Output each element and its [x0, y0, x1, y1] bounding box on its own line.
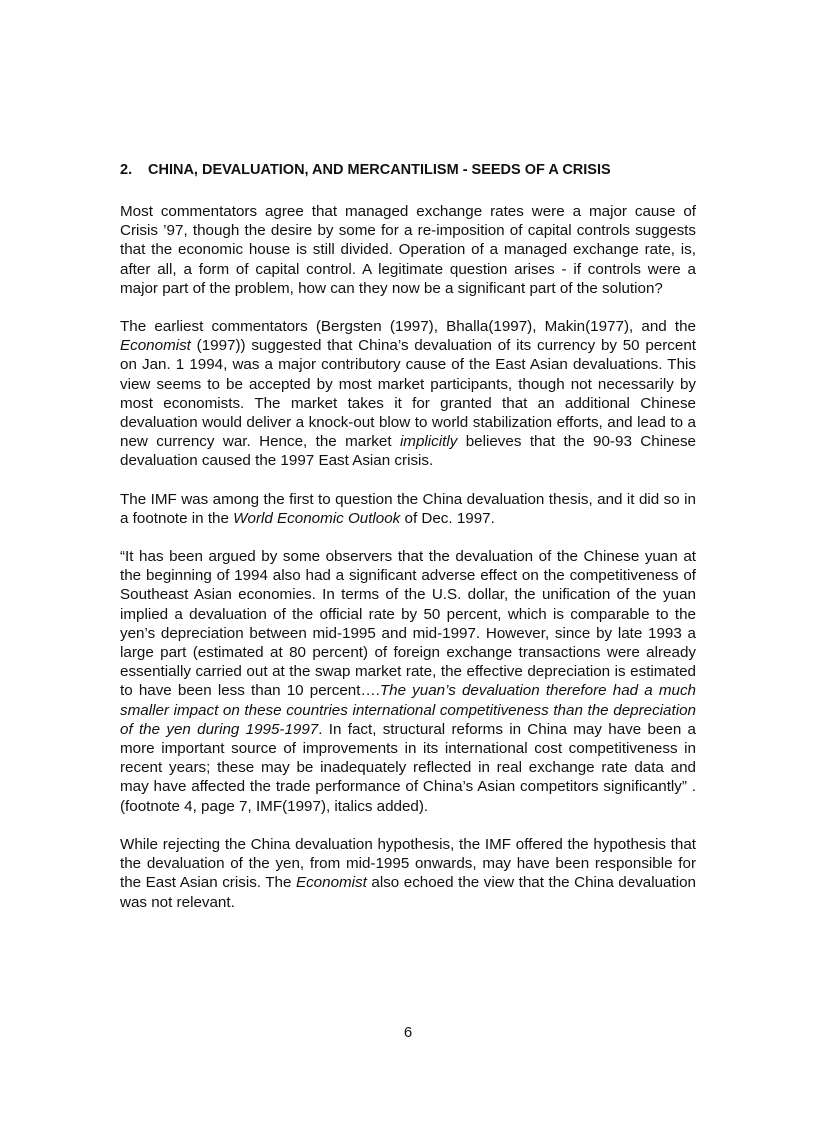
paragraph-text: . In fact, structural reforms in China may have been a more important source of improvements in its international cost competitiveness in recent years; these may be inadequately reflected in real exchange rate data and may have affected the trade performance of China’s Asian competitors significantly” . (footnote 4, page 7, IMF(1997), italics added). — [120, 720, 696, 815]
italic-text: World Economic Outlook — [233, 509, 401, 527]
paragraph-text: (1997)) suggested that China’s devaluation of its currency by 50 percent on Jan. 1 1994, was a major contributory cause of the East Asian devaluations. This view seems to be accepted by most market participants, though not necessarily by most economists. The market takes it for granted that an additional Chinese devaluation would deliver a knock-out blow to world stabilization efforts, and lead to a new currency war. Hence, the market — [120, 337, 696, 451]
paragraph-4-quotation — [120, 547, 696, 816]
paragraph-text: The earliest commentators (Bergsten (1997), Bhalla(1997), Makin(1977), and the — [120, 318, 696, 336]
italic-text: Economist — [295, 874, 367, 892]
paragraph-2 — [120, 317, 696, 471]
paragraph-text: “It has been argued by some observers that the devaluation of the Chinese yuan at the beginning of 1994 also had a significant adverse effect on the competitiveness of Southeast Asian economies. In terms of the U.S. dollar, the unification of the yuan implied a devaluation of the official rate by 50 percent, which is comparable to the yen’s depreciation between mid-1995 and mid-1997. However, since by late 1993 a large part (estimated at 80 percent) of foreign exchange transactions were already essentially carried out at the swap market rate, the effective depreciation is estimated to have been less than 10 percent…. — [120, 548, 696, 700]
paragraph-text: also echoed the view that the China devaluation was not relevant. — [120, 874, 696, 911]
paragraph-3 — [120, 490, 696, 528]
section-number: 2. — [120, 162, 133, 178]
paragraph-5 — [120, 835, 696, 912]
paragraph-text: believes that the 90-93 Chinese devaluation caused the 1997 East Asian crisis. — [120, 433, 696, 470]
paragraph-text: Most commentators agree that managed exchange rates were a major cause of Crisis ’97, though the desire by some for a re-imposition of capital controls suggests that the economic house is still divided. Operation of a managed exchange rate, is, after all, a form of capital control. A legitimate question arises - if controls were a major part of the problem, how can they now be a significant part of the solution? — [120, 203, 696, 297]
section-heading — [120, 160, 696, 180]
page-body — [120, 160, 696, 931]
page-number: 6 — [403, 1024, 413, 1041]
paragraph-text: The IMF was among the first to question the China devaluation thesis, and it did so in a footnote in the — [120, 490, 696, 527]
italic-text: implicitly — [399, 433, 458, 451]
italic-text: The yuan’s devaluation therefore had a much smaller impact on these countries international competitiveness than the depreciation of the yen during 1995-1997 — [120, 682, 696, 738]
section-title: CHINA, DEVALUATION, AND MERCANTILISM - SEEDS OF A CRISIS — [148, 162, 611, 178]
italic-text: Economist — [120, 337, 191, 355]
paragraph-text: of Dec. 1997. — [400, 509, 495, 527]
paragraph-text: While rejecting the China devaluation hypothesis, the IMF offered the hypothesis that the devaluation of the yen, from mid-1995 onwards, may have been responsible for the East Asian crisis. The — [120, 835, 696, 892]
paragraph-1 — [120, 202, 696, 298]
